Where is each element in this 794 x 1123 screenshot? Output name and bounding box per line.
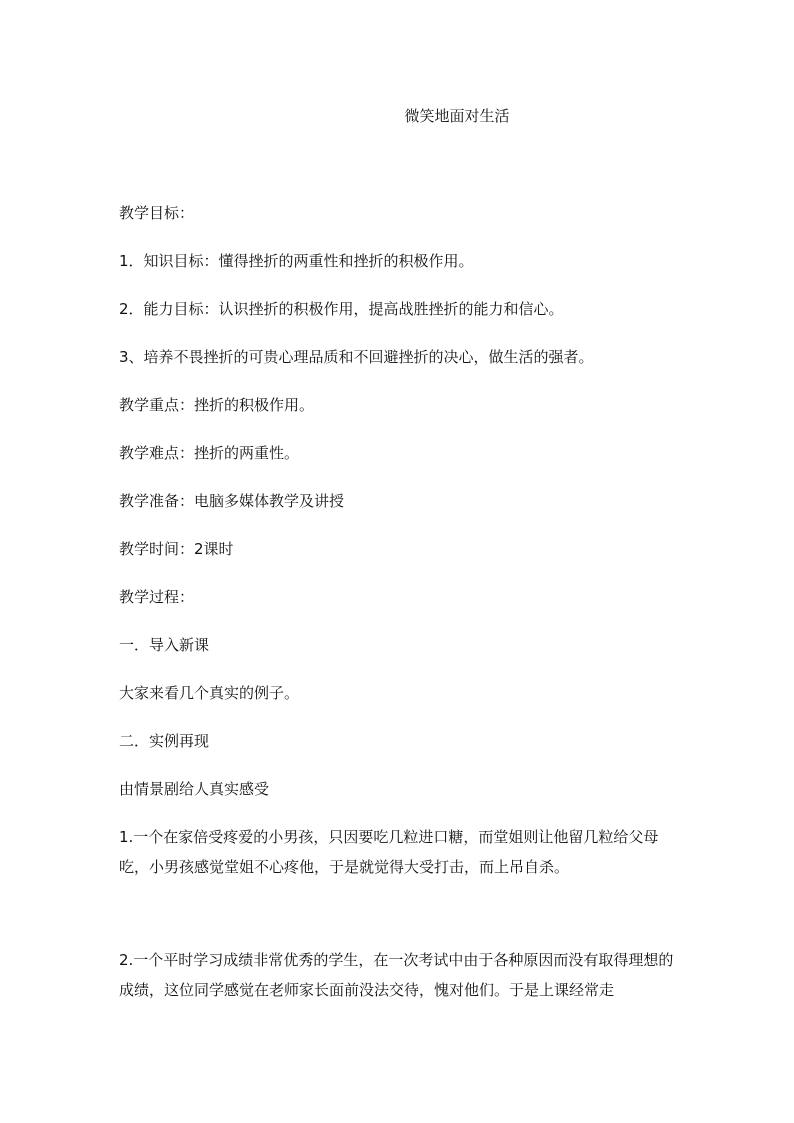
text-line-scenario: 由情景剧给人真实感受 [119,780,270,798]
text-line-key-point: 教学重点：挫折的积极作用。 [119,396,315,414]
text-line-preparation: 教学准备：电脑多媒体教学及讲授 [119,492,345,510]
section-heading-cases: 二．实例再现 [119,732,210,750]
document-title: 微笑地面对生活 [404,107,510,125]
text-line-ability-goal: 2．能力目标：认识挫折的积极作用，提高战胜挫折的能力和信心。 [119,300,564,318]
text-line-teaching-goals: 教学目标： [119,204,195,222]
text-line-difficult-point: 教学难点：挫折的两重性。 [119,444,300,462]
text-line-knowledge-goal: 1．知识目标：懂得挫折的两重性和挫折的积极作用。 [119,252,474,270]
text-line-attitude-goal: 3、培养不畏挫折的可贵心理品质和不回避挫折的决心，做生活的强者。 [119,348,594,366]
text-line-time: 教学时间：2课时 [119,540,234,558]
paragraph-case-1: 1.一个在家倍受疼爱的小男孩，只因要吃几粒进口糖，而堂姐则让他留几粒给父母吃，小男孩感觉堂姐不心疼他，于是就觉得大受打击，而上吊自杀。 [119,828,659,876]
paragraph-case-2: 2.一个平时学习成绩非常优秀的学生，在一次考试中由于各种原因而没有取得理想的成绩，这位同学感觉在老师家长面前没法交待，愧对他们。于是上课经常走 [119,951,674,999]
text-line-examples: 大家来看几个真实的例子。 [119,684,300,702]
text-line-process: 教学过程： [119,588,195,606]
section-heading-intro: 一．导入新课 [119,636,210,654]
